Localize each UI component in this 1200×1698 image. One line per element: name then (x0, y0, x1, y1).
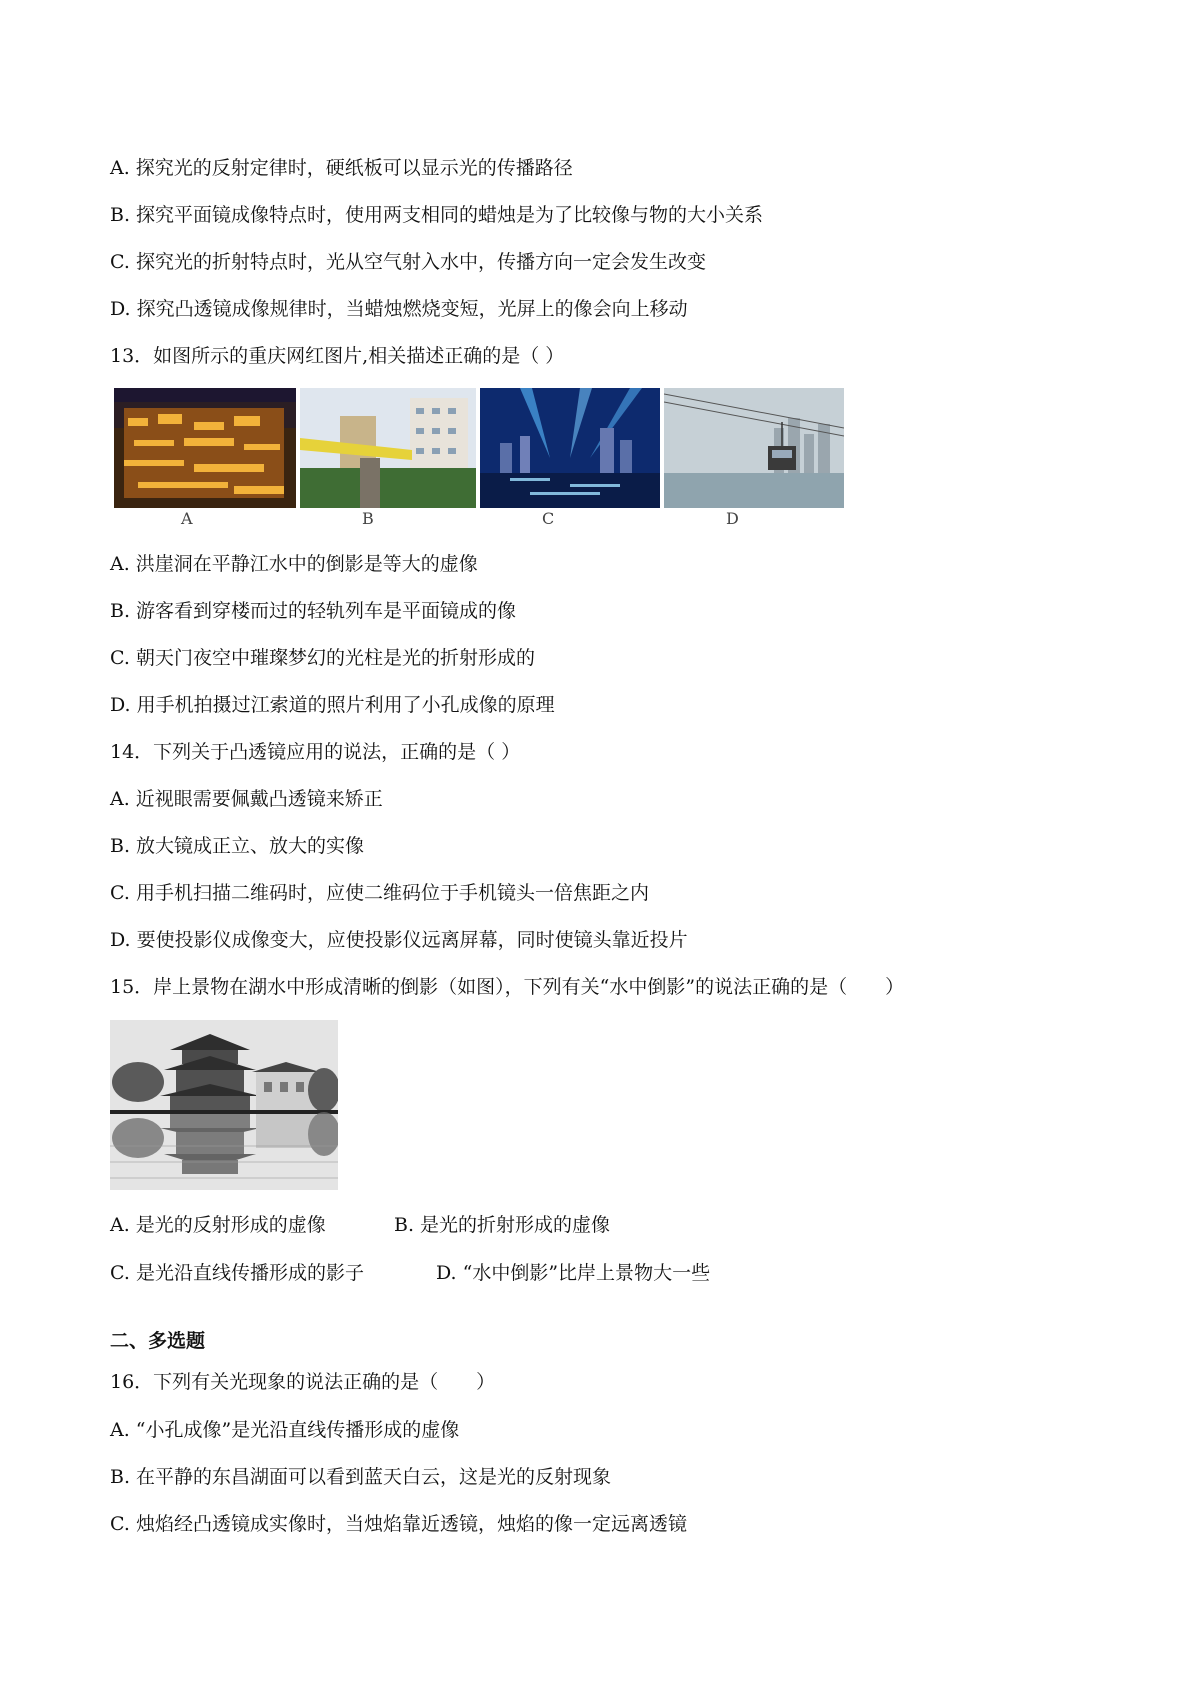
q15-options-row-1 (110, 1213, 610, 1237)
q15-stem: 15．岸上景物在湖水中形成清晰的倒影（如图），下列有关“水中倒影”的说法正确的是（ ） (110, 976, 905, 998)
q14-option-c: C. 用手机扫描二维码时，应使二维码位于手机镜头一倍焦距之内 (110, 882, 649, 904)
q13-stem: 13．如图所示的重庆网红图片,相关描述正确的是（ ） (110, 345, 565, 367)
q13-option-b: B. 游客看到穿楼而过的轻轨列车是平面镜成的像 (110, 600, 517, 622)
q14-option-d: D. 要使投影仪成像变大，应使投影仪远离屏幕，同时使镜头靠近投片 (110, 929, 688, 951)
q14-option-b: B. 放大镜成正立、放大的实像 (110, 835, 365, 857)
q12-option-c: C. 探究光的折射特点时，光从空气射入水中，传播方向一定会发生改变 (110, 251, 706, 273)
q12-option-a: A. 探究光的反射定律时，硬纸板可以显示光的传播路径 (110, 157, 573, 179)
q13-photo-strip (114, 388, 844, 528)
photo-caption-b: B (362, 509, 374, 528)
photo-cableway (664, 388, 844, 508)
q13-option-d: D. 用手机拍摄过江索道的照片利用了小孔成像的原理 (110, 694, 555, 716)
q14-stem: 14．下列关于凸透镜应用的说法，正确的是（ ） (110, 741, 521, 763)
photo-caption-d: D (726, 509, 739, 528)
q12-option-b: B. 探究平面镜成像特点时，使用两支相同的蜡烛是为了比较像与物的大小关系 (110, 204, 764, 226)
photo-light-rail (300, 388, 476, 508)
q16-option-a: A. “小孔成像”是光沿直线传播形成的虚像 (110, 1419, 460, 1441)
q15-option-c: C. 是光沿直线传播形成的影子 (110, 1262, 364, 1284)
q15-option-b: B. 是光的折射形成的虚像 (394, 1214, 611, 1236)
q16-stem: 16．下列有关光现象的说法正确的是（ ） (110, 1371, 496, 1393)
q15-options-row-2 (110, 1261, 710, 1285)
q15-option-a: A. 是光的反射形成的虚像 (110, 1214, 326, 1236)
photo-hongyadong (114, 388, 296, 508)
photo-pagoda-reflection (110, 1020, 338, 1190)
photo-chaotianmen (480, 388, 660, 508)
q13-option-c: C. 朝天门夜空中璀璨梦幻的光柱是光的折射形成的 (110, 647, 535, 669)
q14-option-a: A. 近视眼需要佩戴凸透镜来矫正 (110, 788, 383, 810)
q12-option-d: D. 探究凸透镜成像规律时，当蜡烛燃烧变短，光屏上的像会向上移动 (110, 298, 688, 320)
q16-option-b: B. 在平静的东昌湖面可以看到蓝天白云，这是光的反射现象 (110, 1466, 612, 1488)
q15-option-d: D. “水中倒影”比岸上景物大一些 (436, 1262, 711, 1284)
photo-caption-a: A (181, 509, 193, 528)
q16-option-c: C. 烛焰经凸透镜成实像时，当烛焰靠近透镜，烛焰的像一定远离透镜 (110, 1513, 687, 1535)
section-heading-multiple-choice: 二、多选题 (110, 1330, 206, 1352)
photo-caption-c: C (542, 509, 555, 528)
q13-option-a: A. 洪崖洞在平静江水中的倒影是等大的虚像 (110, 553, 478, 575)
